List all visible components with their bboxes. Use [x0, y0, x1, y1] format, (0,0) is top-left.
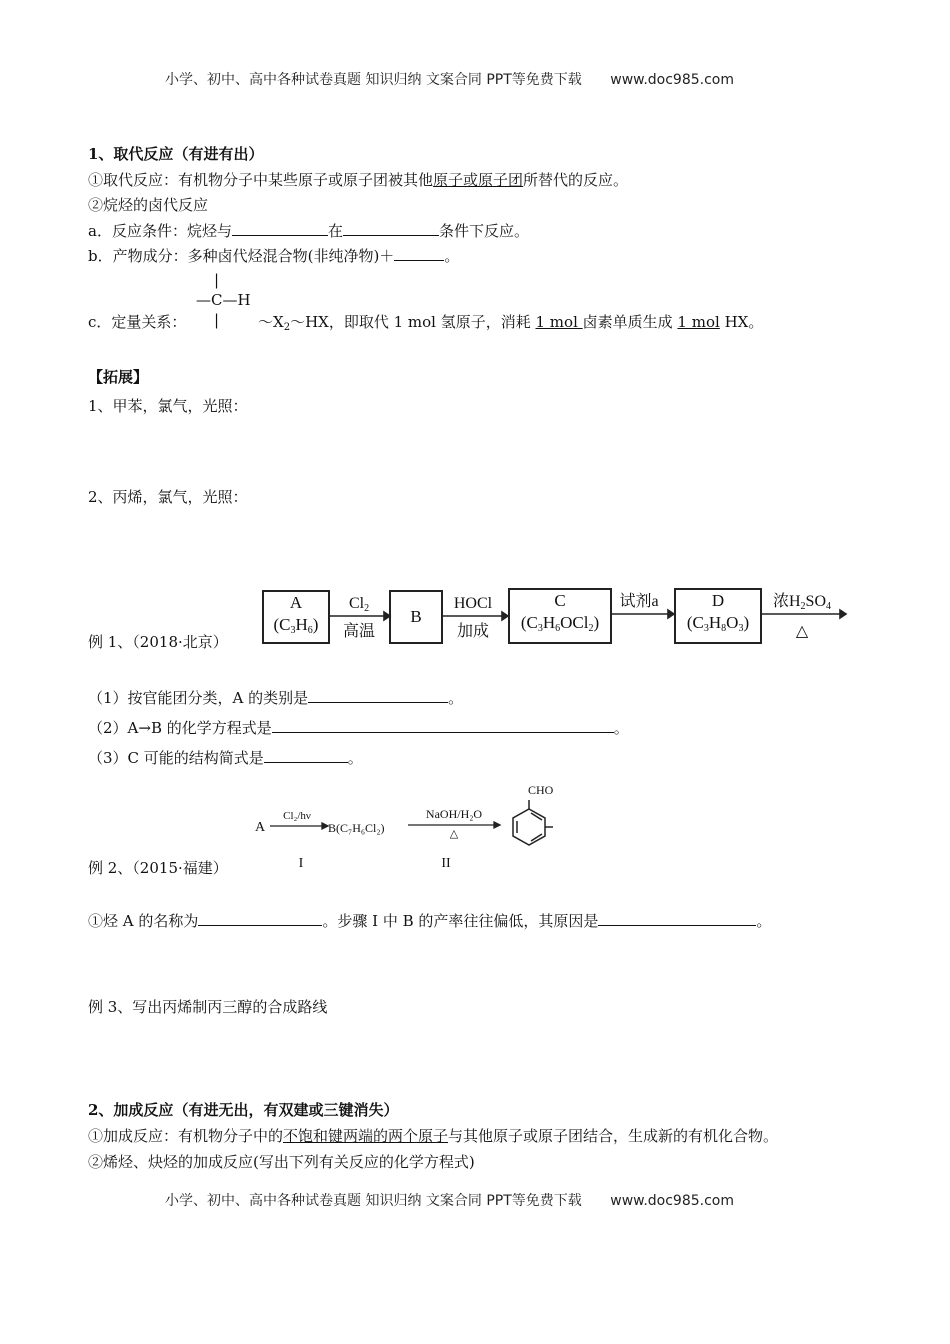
box-d-formula: $(C_3H_8O_3)$	[686, 613, 750, 634]
item-a-mid: 在	[327, 222, 343, 240]
section2-definition	[88, 1126, 778, 1146]
q1-end: 。	[448, 689, 464, 707]
ex1-label: 例 1、（2018·北京）	[88, 633, 228, 651]
header-text: 小学、初中、高中各种试卷真题 知识归纳 文案合同 PPT等免费下载	[165, 72, 582, 88]
box-b: B	[389, 590, 443, 644]
q1-text: （1）按官能团分类，A 的类别是	[88, 689, 309, 707]
expand-item-1: 1、甲苯，氯气，光照：	[88, 397, 248, 415]
s2-def-end: 与其他原子或原子团结合，生成新的有机化合物。	[448, 1127, 779, 1145]
arrow3-reagent: 试剂a	[619, 593, 659, 610]
ex2-arrow1-head	[322, 823, 328, 829]
ex2-q-text: ①烃 A 的名称为	[88, 912, 199, 930]
section2-sub: ②烯烃、炔烃的加成反应(写出下列有关反应的化学方程式)	[88, 1153, 475, 1171]
def-text-end: 所替代的反应。	[523, 171, 629, 189]
q3-end: 。	[347, 749, 363, 767]
s2-def-underlined: 不饱和键两端的两个原子	[283, 1127, 449, 1145]
blank-field[interactable]	[198, 910, 322, 926]
section1-subtitle: ②烷烃的卤代反应	[88, 196, 209, 214]
arrow4-reagent: 浓$H_2SO_4$	[772, 593, 831, 612]
c-underlined: 1 mol	[677, 313, 720, 331]
q2-end: 。	[613, 719, 629, 737]
footer-text: 小学、初中、高中各种试卷真题 知识归纳 文案合同 PPT等免费下载	[165, 1193, 582, 1209]
ex2-cond1: Cl₂/hν	[283, 810, 311, 822]
ex3-text: 例 3、写出丙烯制丙三醇的合成路线	[88, 998, 328, 1016]
ex2-step2: II	[441, 856, 451, 871]
c-sub: 2	[283, 322, 291, 333]
arrow4-condition: △	[795, 623, 809, 640]
box-d-label: D	[711, 591, 725, 610]
item-a-end: 条件下反应。	[438, 222, 529, 240]
def-underlined: 原子或原子团	[433, 171, 524, 189]
item-b-end: 。	[444, 247, 460, 265]
ex2-b: B(C₇H₆Cl₂)	[328, 821, 385, 835]
header-url[interactable]: www.doc985.com	[610, 72, 734, 88]
arrow1-condition: 高温	[342, 623, 375, 640]
ex2-arrow2-head	[494, 822, 500, 828]
ex2-product-cho: CHO	[528, 783, 554, 797]
item-c-label: c．定量关系：	[88, 313, 187, 331]
arrow2-condition: 加成	[456, 623, 489, 640]
section2-title: 2、加成反应（有进无出，有双建或三键消失）	[88, 1101, 399, 1119]
c-underlined: 1 mol	[535, 313, 583, 331]
c-text: HX。	[719, 313, 764, 331]
struct-bar-bottom: |	[214, 311, 220, 329]
arrow1-reagent: $Cl_2$	[348, 595, 370, 614]
footer-url[interactable]: www.doc985.com	[610, 1193, 734, 1209]
c-text: ～HX，即取代 1 mol 氢原子，消耗	[290, 313, 536, 331]
ex2-cond2: NaOH/H₂O	[425, 807, 483, 821]
page-footer	[165, 1191, 734, 1211]
expand-title: 【拓展】	[88, 368, 149, 386]
struct-formula: —C—H	[196, 291, 251, 309]
ex2-step1: I	[298, 856, 304, 871]
ex2-cond2-heat: △	[449, 828, 459, 840]
def-text: ①取代反应：有机物分子中某些原子或原子团被其他	[88, 171, 434, 189]
q3-text: （3）C 可能的结构简式是	[88, 749, 264, 767]
arrow2-reagent: HOCl	[453, 595, 493, 612]
item-a-text: a．反应条件：烷烃与	[88, 222, 232, 240]
c-text: ～X	[258, 313, 284, 331]
s2-def-text: ①加成反应：有机物分子中的	[88, 1127, 284, 1145]
box-c-formula: $(C_3H_6OCl_2)$	[520, 613, 600, 634]
blank-field[interactable]	[598, 910, 756, 926]
box-a-formula: $(C_3H_6)$	[273, 615, 319, 636]
ex2-question	[88, 910, 771, 931]
box-a-label: A	[289, 593, 303, 612]
item-b-text: b．产物成分：多种卤代烃混合物(非纯净物)＋	[88, 247, 395, 265]
box-c-label: C	[554, 591, 566, 610]
ex2-q-mid: 。步骤 I 中 B 的产率往往偏低，其原因是	[322, 912, 599, 930]
ex2-label: 例 2、（2015·福建）	[88, 859, 228, 877]
c-text: 卤素单质生成	[582, 313, 678, 331]
expand-item-2: 2、丙烯，氯气，光照：	[88, 488, 248, 506]
ex2-q-end: 。	[756, 912, 772, 930]
ex2-a: A	[255, 820, 266, 835]
section1-title: 1、取代反应（有进有出）	[88, 145, 264, 163]
struct-bar-top: |	[214, 271, 220, 289]
benzene-ring-icon	[513, 800, 553, 845]
q2-text: （2）A→B 的化学方程式是	[88, 719, 272, 737]
